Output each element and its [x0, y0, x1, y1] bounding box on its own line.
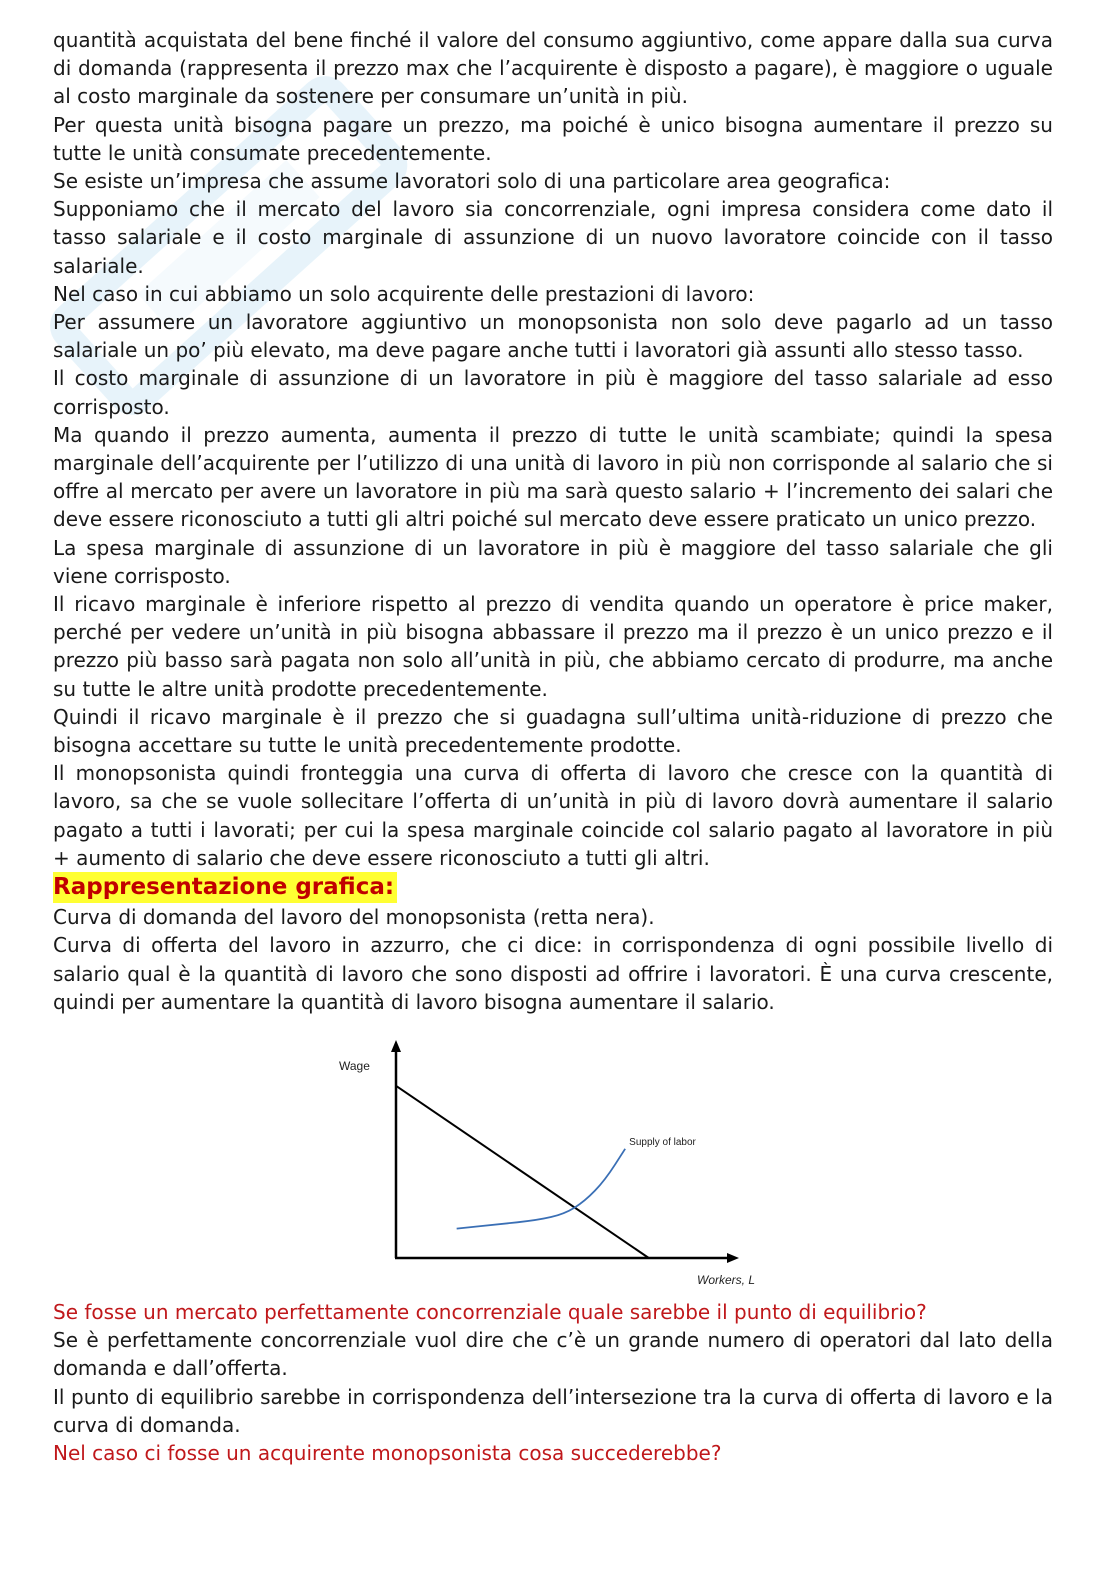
question-text: Se fosse un mercato perfettamente concorrenziale quale sarebbe il punto di equilibrio? — [53, 1299, 927, 1324]
paragraph: La spesa marginale di assunzione di un lavoratore in più è maggiore del tasso salariale che gli viene corrisposto. — [53, 535, 1053, 588]
y-axis-arrow — [391, 1040, 401, 1052]
paragraph: Curva di offerta del lavoro in azzurro, che ci dice: in corrispondenza di ogni possibile livello di salario qual è la quantità di lavoro che sono disposti ad offrire i lavoratori. È una curva crescente, quindi per aumentare la quantità di lavoro bisogna aumentare il salario. — [53, 933, 1053, 1014]
question-text: Nel caso ci fosse un acquirente monopsonista cosa succederebbe? — [53, 1440, 722, 1465]
x-axis-label: Workers, L — [697, 1272, 756, 1287]
paragraph: Ma quando il prezzo aumenta, aumenta il prezzo di tutte le unità scambiate; quindi la spesa marginale dell’acquirente per l’utilizzo di una unità di lavoro in più non corrisponde al salario che si offre al mercato per avere un lavoratore in più ma sarà questo salario + l’incremento dei salari che deve essere riconosciuto a tutti gli altri poiché sul mercato deve essere praticato un unico prezzo. — [53, 422, 1053, 532]
paragraph: Il punto di equilibrio sarebbe in corrispondenza dell’intersezione tra la curva di offerta di lavoro e la curva di domanda. — [53, 1384, 1053, 1437]
paragraph: Il monopsonista quindi fronteggia una curva di offerta di lavoro che cresce con la quantità di lavoro, sa che se vuole sollecitare l’offerta di un’unità in più di lavoro dovrà aumentare il salario pagato a tutti i lavorati; per cui la spesa marginale coincide col salario pagato al lavoratore in più + aumento di salario che deve essere riconosciuto a tutti gli altri. — [53, 761, 1053, 870]
x-axis-arrow — [727, 1253, 739, 1263]
paragraph: Supponiamo che il mercato del lavoro sia concorrenziale, ogni impresa considera come dato il tasso salariale e il costo marginale di assunzione di un nuovo lavoratore coincide con il tasso salariale. — [53, 197, 1053, 278]
section-heading-wrapper — [53, 872, 1053, 903]
paragraph: Quindi il ricavo marginale è il prezzo che si guadagna sull’ultima unità-riduzione di prezzo che bisogna accettare su tutte le unità precedentemente prodotte. — [53, 704, 1053, 758]
section-heading: Rappresentazione grafica: — [53, 872, 397, 903]
chart-figure — [53, 1026, 1053, 1290]
paragraph: Nel caso in cui abbiamo un solo acquirente delle prestazioni di lavoro: — [53, 281, 755, 306]
paragraph: Per assumere un lavoratore aggiuntivo un monopsonista non solo deve pagarlo ad un tasso salariale un po’ più elevato, ma deve pagare anche tutti i lavoratori già assunti allo stesso tasso. — [53, 310, 1053, 363]
paragraph: Se è perfettamente concorrenziale vuol dire che c’è un grande numero di operatori dal lato della domanda e dall’offerta. — [53, 1328, 1053, 1381]
y-axis-label: Wage — [339, 1058, 370, 1073]
labor-market-chart — [333, 1026, 773, 1290]
paragraph: Per questa unità bisogna pagare un prezzo, ma poiché è unico bisogna aumentare il prezzo su tutte le unità consumate precedentemente. — [53, 112, 1053, 165]
paragraph: Curva di domanda del lavoro del monopsonista (retta nera). — [53, 905, 655, 930]
paragraph: Il costo marginale di assunzione di un lavoratore in più è maggiore del tasso salariale ad esso corrisposto. — [53, 366, 1053, 419]
document-page — [53, 26, 1053, 1467]
paragraph: Il ricavo marginale è inferiore rispetto al prezzo di vendita quando un operatore è price maker, perché per vedere un’unità in più bisogna abbassare il prezzo ma il prezzo è un unico prezzo e il prezzo più basso sarà pagata non solo all’unità in più, che abbiamo cercato di produrre, ma anche su tutte le altre unità prodotte precedentemente. — [53, 592, 1053, 701]
paragraph: quantità acquistata del bene finché il valore del consumo aggiuntivo, come appare dalla sua curva di domanda (rappresenta il prezzo max che l’acquirente è disposto a pagare), è maggiore o uguale al costo marginale da sostenere per consumare un’unità in più. — [53, 28, 1053, 109]
supply-curve-label: Supply of labor — [629, 1136, 696, 1148]
paragraph: Se esiste un’impresa che assume lavoratori solo di una particolare area geografica: — [53, 169, 891, 194]
supply-curve — [457, 1149, 626, 1229]
